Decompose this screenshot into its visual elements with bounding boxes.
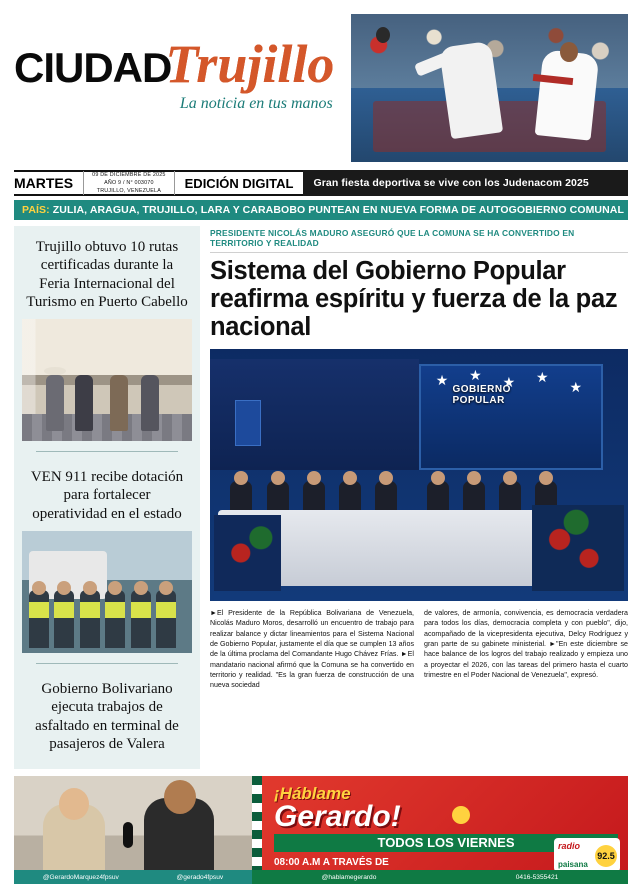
radio-logo-bottom: paisana [558,860,588,870]
sidebar-item-1[interactable] [22,232,192,441]
radio-hosts-photo [14,776,252,884]
edition-label: EDICIÓN DIGITAL [184,175,294,191]
flowers-left [214,515,281,591]
body-paragraph-2: de valores, de armonía, convivencia, es democracia verdadera para todos los días, democracia completa y con pueblo", dijo, acompañado de la vicepresidenta ejecutiva, Delcy Rodríguez y gran parte de su gabinete ministerial. ►"En este diciembre se hace balance de los logros del trabajo realizado y empieza uno a proyectar el 2026, con las tareas del primero hasta el cuarto trimestre en el Poder Nacional de Venezuela", expresó. [424,609,628,679]
sidebar-photo-1 [22,319,192,441]
bottom-banner [14,776,628,884]
body-paragraph-1: ►El Presidente de la República Bolivariana de Venezuela, Nicolás Maduro Moros, desarrolló un encuentro de trabajo para realizar balance y dictar lineamientos para el Sistema Nacional de Gobierno Popular, justamente el día que se cumplen 13 años de la última proclama del Comandante Hugo Chávez Frías. ►El mandatario nacional afirmó que la Comuna se ha convertido en territorio y realidad. "Es la gran fuerza de construcción de una nueva sociedad [210,609,414,690]
radio-show-ad[interactable] [252,776,628,884]
main-body [210,608,628,690]
date-line-1: 09 DE DICIEMBRE DE 2025 [92,171,166,178]
logo-block [14,14,341,162]
ad-stripe [252,776,262,884]
main-headline: Sistema del Gobierno Popular reafirma espíritu y fuerza de la paz nacional [210,257,618,342]
sidebar-item-3[interactable] [22,674,192,761]
hero-athlete-right [534,50,599,141]
content-area [14,226,628,769]
ad-handle[interactable]: @hablamegerardo [321,873,377,881]
country-text: ZULIA, ARAGUA, TRUJILLO, LARA Y CARABOBO PUNTEAN EN NUEVA FORMA DE AUTOGOBIERNO COMUNAL [52,204,624,216]
date-block [83,171,175,195]
logo-ciudad-text: CIUDAD [14,43,172,91]
radio-logo-top: radio [558,841,581,852]
sidebar-item-2[interactable] [22,462,192,653]
logo-trujillo-text: Trujillo [165,34,335,94]
sidebar-photo-2 [22,531,192,653]
main-photo-gobierno-popular: ★ ★ ★ ★ ★ GOBIERNO POPULAR [210,349,628,601]
weekday-label: MARTES [14,175,74,191]
sidebar-headline-2: VEN 911 recibe dotación para fortalecer operatividad en el estado [30,469,184,522]
screen-overlay-line2: POPULAR [452,395,505,407]
ad-phone[interactable]: 0416-5355421 [515,873,559,881]
sidebar-divider-2 [36,663,178,664]
sidebar-column [14,226,200,769]
photo-handles [14,870,252,884]
ad-title-line1: ¡Háblame [274,784,351,804]
flowers-right [532,505,624,591]
hero-photo-judenacom [351,14,628,162]
country-headline-bar [14,200,628,220]
ad-contact-bar [252,870,628,884]
radio-logo [554,838,620,872]
ad-schedule-bar: TODOS LOS VIERNES [274,834,618,852]
main-kicker: PRESIDENTE NICOLÁS MADURO ASEGURÓ QUE LA COMUNA SE HA CONVERTIDO EN TERRITORIO Y REALIDAD [210,226,628,253]
radio-frequency: 92.5 [595,845,617,867]
tagline: La noticia en tus manos [179,94,333,112]
host-woman [43,804,105,878]
microphone-icon [123,822,133,848]
main-column [210,226,628,769]
date-line-3: TRUJILLO, VENEZUELA [96,188,162,195]
ad-dot-decoration [452,806,470,824]
podium [235,400,261,446]
hero-athlete-head [376,27,390,43]
sidebar-divider-1 [36,451,178,452]
sidebar-headline-3: Gobierno Bolivariano ejecuta trabajos de asfaltado en terminal de pasajeros de Valera [35,681,179,752]
hero-caption: Gran fiesta deportiva se vive con los Judenacom 2025 [303,170,628,196]
ad-title-line2: Gerardo! [274,800,401,834]
country-label: PAÍS: [22,204,50,216]
handle-2[interactable]: @gerado4fpsuv [176,873,224,881]
date-bar [14,170,628,196]
host-man [144,798,214,880]
date-line-2: AÑO 9 / N° 003070 [104,179,154,186]
sidebar-headline-1: Trujillo obtuvo 10 rutas certificadas durante la Feria Internacional del Turismo en Puerto Cabello [26,239,188,310]
screen-overlay-title [452,384,510,406]
handle-1[interactable]: @GerardoMarquez4fpsuv [42,873,119,881]
screen-overlay-line1: GOBIERNO [452,384,511,396]
masthead [0,0,642,162]
ad-time-text: 08:00 A.M A TRAVÉS DE [274,857,389,869]
